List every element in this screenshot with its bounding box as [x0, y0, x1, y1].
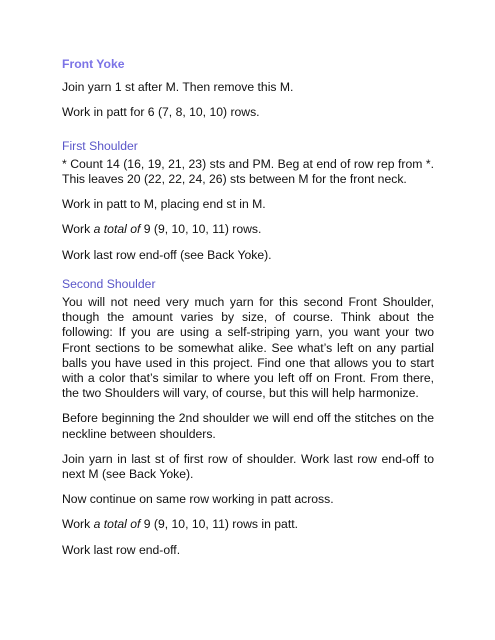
first-shoulder-para-3-pre: Work — [62, 222, 94, 237]
second-shoulder-para-5-emphasis: a total of — [93, 517, 141, 532]
second-shoulder-para-5 — [62, 517, 434, 532]
first-shoulder-para-3-emphasis: a total of — [93, 222, 141, 237]
first-shoulder-heading: First Shoulder — [62, 138, 138, 153]
first-shoulder-para-3-post: 9 (9, 10, 10, 11) rows. — [140, 222, 262, 237]
front-yoke-para-1: Join yarn 1 st after M. Then remove this M. — [62, 80, 294, 95]
first-shoulder-para-4: Work last row end-off (see Back Yoke). — [62, 247, 272, 262]
second-shoulder-heading: Second Shoulder — [62, 276, 156, 291]
second-shoulder-para-3: Join yarn in last st of first row of shoulder. Work last row end-off to next M (see Back Yoke). — [62, 451, 434, 482]
second-shoulder-para-2: Before beginning the 2nd shoulder we will end off the stitches on the neckline between shoulders. — [62, 411, 434, 441]
second-shoulder-para-4: Now continue on same row working in patt across. — [62, 492, 334, 507]
first-shoulder-para-1: * Count 14 (16, 19, 21, 23) sts and PM. Beg at end of row rep from *. This leaves 20 (22, 22, 24, 26) sts between M for the front neck. — [62, 156, 434, 187]
second-shoulder-para-1: You will not need very much yarn for this second Front Shoulder, though the amount varies by size, of course. Think about the following: If you are using a self-striping yarn, you want your two Front sections to be somewhat alike. See what’s left on any partial balls you have used in this project. Find one that allows you to start with a color that’s similar to where you left off on Front. From there, the two Shoulders will vary, of course, but this will help harmonize. — [62, 295, 434, 401]
first-shoulder-para-3 — [62, 222, 434, 237]
first-shoulder-para-2: Work in patt to M, placing end st in M. — [62, 197, 266, 212]
second-shoulder-para-5-post: 9 (9, 10, 10, 11) rows in patt. — [140, 517, 298, 532]
document-page — [62, 57, 434, 558]
front-yoke-heading: Front Yoke — [62, 57, 125, 71]
second-shoulder-para-5-pre: Work — [62, 517, 94, 532]
second-shoulder-para-6: Work last row end-off. — [62, 542, 181, 557]
front-yoke-para-2: Work in patt for 6 (7, 8, 10, 10) rows. — [62, 105, 260, 120]
